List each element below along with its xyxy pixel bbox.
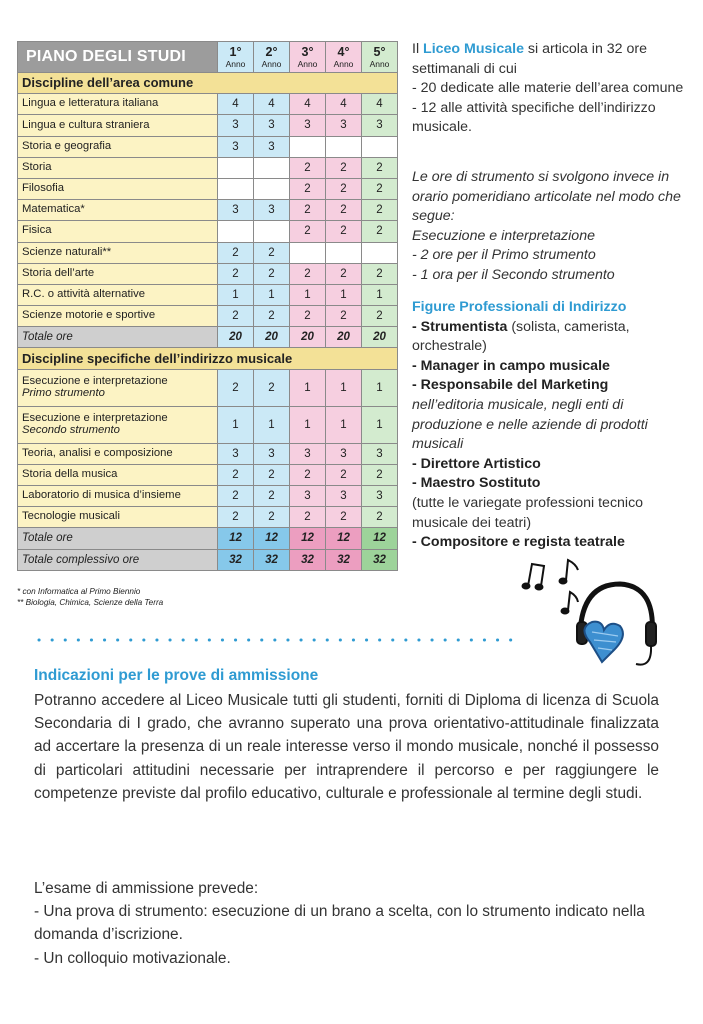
hours-cell: 2 bbox=[326, 221, 362, 242]
table-row bbox=[18, 369, 398, 406]
schedule-line: - 1 ora per il Secondo strumento bbox=[412, 266, 615, 283]
hours-cell: 2 bbox=[254, 369, 290, 406]
hours-cell bbox=[362, 242, 398, 263]
hours-cell: 2 bbox=[326, 464, 362, 485]
hours-cell: 1 bbox=[290, 369, 326, 406]
headphones-heart-illustration bbox=[520, 556, 660, 686]
hours-cell: 2 bbox=[326, 200, 362, 221]
hours-cell: 2 bbox=[362, 200, 398, 221]
schedule-block bbox=[412, 168, 697, 286]
hours-cell: 1 bbox=[218, 284, 254, 305]
hours-cell: 3 bbox=[290, 486, 326, 507]
hours-cell: 3 bbox=[254, 115, 290, 136]
hours-cell: 2 bbox=[326, 178, 362, 199]
year-header: 5° Anno bbox=[362, 42, 398, 73]
table-footnotes bbox=[17, 586, 163, 608]
hours-cell: 3 bbox=[218, 200, 254, 221]
admission-text: Potranno accedere al Liceo Musicale tutti gli studenti, forniti di Diploma di licenza di Scuola Secondaria di I grado, che avranno superato una prova orientativo-attitudinale finalizzata ad accertare la presenza di un reale interesse verso il mondo musicale, nonché il possesso di particolari attitudini necessarie per intraprendere il percorso e per raggiungere le competenze previste dal profilo educativo, culturale e professionale al termine degli studi. bbox=[34, 692, 659, 802]
hours-cell bbox=[362, 136, 398, 157]
hours-cell: 4 bbox=[362, 94, 398, 115]
table-row bbox=[18, 263, 398, 284]
total-cell: 12 bbox=[326, 528, 362, 549]
total-label: Totale ore bbox=[18, 327, 218, 348]
table-row bbox=[18, 406, 398, 443]
table-row bbox=[18, 115, 398, 136]
subject-name: Esecuzione e interpretazione Secondo strumento bbox=[18, 406, 218, 443]
hours-cell: 2 bbox=[362, 507, 398, 528]
total-cell: 20 bbox=[254, 327, 290, 348]
hours-cell: 2 bbox=[326, 263, 362, 284]
hours-cell: 2 bbox=[254, 306, 290, 327]
intro-block bbox=[412, 40, 697, 138]
intro-line: - 20 dedicate alle materie dell’area comune bbox=[412, 80, 684, 97]
hours-cell bbox=[290, 242, 326, 263]
hours-cell: 3 bbox=[290, 443, 326, 464]
total-cell: 12 bbox=[218, 528, 254, 549]
hours-cell: 1 bbox=[254, 284, 290, 305]
hours-cell: 2 bbox=[362, 306, 398, 327]
subject-name: Scienze motorie e sportive bbox=[18, 306, 218, 327]
grand-total-cell: 32 bbox=[290, 549, 326, 570]
table-row bbox=[18, 464, 398, 485]
subject-name: Esecuzione e interpretazione Primo strumento bbox=[18, 369, 218, 406]
dotted-divider bbox=[35, 636, 515, 644]
hours-cell: 2 bbox=[218, 242, 254, 263]
subject-name: Storia e geografia bbox=[18, 136, 218, 157]
hours-cell: 1 bbox=[290, 406, 326, 443]
grand-total-cell: 32 bbox=[218, 549, 254, 570]
figure-item: - Compositore e regista teatrale bbox=[412, 534, 625, 551]
hours-cell: 2 bbox=[254, 464, 290, 485]
hours-cell: 1 bbox=[290, 284, 326, 305]
table-row bbox=[18, 178, 398, 199]
table-row bbox=[18, 136, 398, 157]
hours-cell: 4 bbox=[218, 94, 254, 115]
schedule-line: - 2 ore per il Primo strumento bbox=[412, 247, 596, 264]
figure-item: - Strumentista (solista, camerista, orchestrale) bbox=[412, 318, 630, 355]
table-row bbox=[18, 507, 398, 528]
total-cell: 20 bbox=[326, 327, 362, 348]
hours-cell: 1 bbox=[362, 406, 398, 443]
hours-cell bbox=[254, 178, 290, 199]
table-row bbox=[18, 94, 398, 115]
hours-cell: 2 bbox=[290, 263, 326, 284]
hours-cell: 2 bbox=[290, 178, 326, 199]
hours-cell: 2 bbox=[290, 200, 326, 221]
section-heading: Discipline dell’area comune bbox=[18, 73, 398, 94]
hours-cell: 3 bbox=[362, 486, 398, 507]
figure-item: - Maestro Sostituto bbox=[412, 475, 541, 492]
subject-name: R.C. o attività alternative bbox=[18, 284, 218, 305]
heart-icon bbox=[584, 622, 622, 662]
hours-cell bbox=[218, 178, 254, 199]
hours-cell: 3 bbox=[218, 136, 254, 157]
year-header: 4° Anno bbox=[326, 42, 362, 73]
table-row bbox=[18, 486, 398, 507]
hours-cell: 2 bbox=[254, 507, 290, 528]
hours-cell: 2 bbox=[326, 507, 362, 528]
hours-cell: 3 bbox=[362, 115, 398, 136]
hours-cell: 1 bbox=[326, 406, 362, 443]
table-row bbox=[18, 443, 398, 464]
exam-item: - Una prova di strumento: esecuzione di un brano a scelta, con lo strumento indicato nella domanda d’iscrizione. bbox=[34, 903, 645, 944]
subject-name: Matematica* bbox=[18, 200, 218, 221]
grand-total-cell: 32 bbox=[326, 549, 362, 570]
subject-name: Storia della musica bbox=[18, 464, 218, 485]
year-header: 2° Anno bbox=[254, 42, 290, 73]
figure-item: - Manager in campo musicale bbox=[412, 357, 610, 374]
year-header: 1° Anno bbox=[218, 42, 254, 73]
subject-name: Laboratorio di musica d’insieme bbox=[18, 486, 218, 507]
hours-cell: 3 bbox=[254, 200, 290, 221]
hours-cell: 2 bbox=[254, 263, 290, 284]
hours-cell: 1 bbox=[362, 369, 398, 406]
figures-block bbox=[412, 298, 697, 553]
total-cell: 12 bbox=[290, 528, 326, 549]
table-row bbox=[18, 242, 398, 263]
hours-cell: 1 bbox=[254, 406, 290, 443]
hours-cell: 3 bbox=[326, 443, 362, 464]
hours-cell: 2 bbox=[254, 242, 290, 263]
hours-cell bbox=[254, 221, 290, 242]
hours-cell: 2 bbox=[290, 306, 326, 327]
table-row bbox=[18, 284, 398, 305]
hours-cell: 1 bbox=[326, 369, 362, 406]
hours-cell: 2 bbox=[290, 507, 326, 528]
hours-cell bbox=[326, 136, 362, 157]
subject-name: Storia bbox=[18, 157, 218, 178]
hours-cell: 2 bbox=[218, 306, 254, 327]
hours-cell: 2 bbox=[218, 263, 254, 284]
hours-cell: 2 bbox=[326, 306, 362, 327]
figures-title: Figure Professionali di Indirizzo bbox=[412, 299, 627, 315]
schedule-text: Le ore di strumento si svolgono invece in orario pomeridiano articolate nel modo che segue: bbox=[412, 169, 681, 225]
music-notes-icon bbox=[522, 560, 578, 614]
total-cell: 12 bbox=[362, 528, 398, 549]
hours-cell: 2 bbox=[218, 369, 254, 406]
hours-cell: 2 bbox=[362, 263, 398, 284]
figure-note: nell’editoria musicale, negli enti di produzione e nelle aziende di prodotti musicali bbox=[412, 396, 648, 453]
table-row bbox=[18, 157, 398, 178]
intro-text: Il Liceo Musicale si articola in 32 ore settimanali di cui bbox=[412, 41, 648, 77]
hours-cell: 1 bbox=[362, 284, 398, 305]
subject-name: Scienze naturali** bbox=[18, 242, 218, 263]
study-plan-table bbox=[17, 41, 398, 571]
subject-name: Teoria, analisi e composizione bbox=[18, 443, 218, 464]
hours-cell: 2 bbox=[362, 464, 398, 485]
hours-cell bbox=[254, 157, 290, 178]
hours-cell: 3 bbox=[290, 115, 326, 136]
hours-cell: 2 bbox=[218, 507, 254, 528]
table-row bbox=[18, 306, 398, 327]
subject-name: Storia dell’arte bbox=[18, 263, 218, 284]
specific-subjects bbox=[18, 369, 398, 528]
exam-item: - Un colloquio motivazionale. bbox=[34, 949, 231, 967]
hours-cell: 2 bbox=[362, 221, 398, 242]
hours-cell bbox=[218, 157, 254, 178]
year-header: 3° Anno bbox=[290, 42, 326, 73]
subject-name: Lingua e cultura straniera bbox=[18, 115, 218, 136]
subject-name: Fisica bbox=[18, 221, 218, 242]
subject-name: Filosofia bbox=[18, 178, 218, 199]
exam-block bbox=[34, 877, 659, 970]
hours-cell: 2 bbox=[218, 464, 254, 485]
hours-cell bbox=[290, 136, 326, 157]
intro-line: - 12 alle attività specifiche dell’indirizzo musicale. bbox=[412, 99, 656, 136]
hours-cell: 2 bbox=[290, 157, 326, 178]
schedule-line: Esecuzione e interpretazione bbox=[412, 227, 595, 244]
figure-item: - Responsabile del Marketing bbox=[412, 377, 609, 394]
hours-cell: 4 bbox=[326, 94, 362, 115]
total-cell: 20 bbox=[218, 327, 254, 348]
hours-cell: 2 bbox=[362, 178, 398, 199]
hours-cell: 2 bbox=[290, 221, 326, 242]
subject-name: Lingua e letteratura italiana bbox=[18, 94, 218, 115]
hours-cell: 3 bbox=[362, 443, 398, 464]
hours-cell: 4 bbox=[290, 94, 326, 115]
hours-cell: 2 bbox=[254, 486, 290, 507]
hours-cell bbox=[218, 221, 254, 242]
hours-cell: 3 bbox=[326, 115, 362, 136]
section-heading: Discipline specifiche dell’indirizzo musicale bbox=[18, 348, 398, 369]
grand-total-cell: 32 bbox=[362, 549, 398, 570]
hours-cell: 2 bbox=[290, 464, 326, 485]
hours-cell: 2 bbox=[362, 157, 398, 178]
footnote: * con Informatica al Primo Biennio bbox=[17, 587, 141, 596]
table-row bbox=[18, 200, 398, 221]
grand-total-cell: 32 bbox=[254, 549, 290, 570]
hours-cell: 3 bbox=[218, 115, 254, 136]
hours-cell: 4 bbox=[254, 94, 290, 115]
admission-title: Indicazioni per le prove di ammissione bbox=[34, 667, 319, 684]
hours-cell bbox=[326, 242, 362, 263]
figure-item: - Direttore Artistico bbox=[412, 455, 541, 472]
total-label: Totale ore bbox=[18, 528, 218, 549]
subject-name: Tecnologie musicali bbox=[18, 507, 218, 528]
total-cell: 12 bbox=[254, 528, 290, 549]
exam-intro: L’esame di ammissione prevede: bbox=[34, 880, 259, 897]
total-cell: 20 bbox=[290, 327, 326, 348]
hours-cell: 3 bbox=[254, 136, 290, 157]
hours-cell: 1 bbox=[326, 284, 362, 305]
hours-cell: 3 bbox=[218, 443, 254, 464]
grand-total-label: Totale complessivo ore bbox=[18, 549, 218, 570]
admission-body bbox=[34, 689, 659, 805]
table-row bbox=[18, 221, 398, 242]
common-subjects bbox=[18, 94, 398, 327]
highlight-liceo: Liceo Musicale bbox=[423, 41, 524, 57]
hours-cell: 3 bbox=[326, 486, 362, 507]
hours-cell: 3 bbox=[254, 443, 290, 464]
footnote: ** Biologia, Chimica, Scienze della Terra bbox=[17, 598, 164, 607]
total-cell: 20 bbox=[362, 327, 398, 348]
hours-cell: 2 bbox=[326, 157, 362, 178]
hours-cell: 1 bbox=[218, 406, 254, 443]
table-title: PIANO DEGLI STUDI bbox=[18, 42, 218, 73]
hours-cell: 2 bbox=[218, 486, 254, 507]
figure-note: (tutte le variegate professioni tecnico musicale dei teatri) bbox=[412, 494, 644, 531]
